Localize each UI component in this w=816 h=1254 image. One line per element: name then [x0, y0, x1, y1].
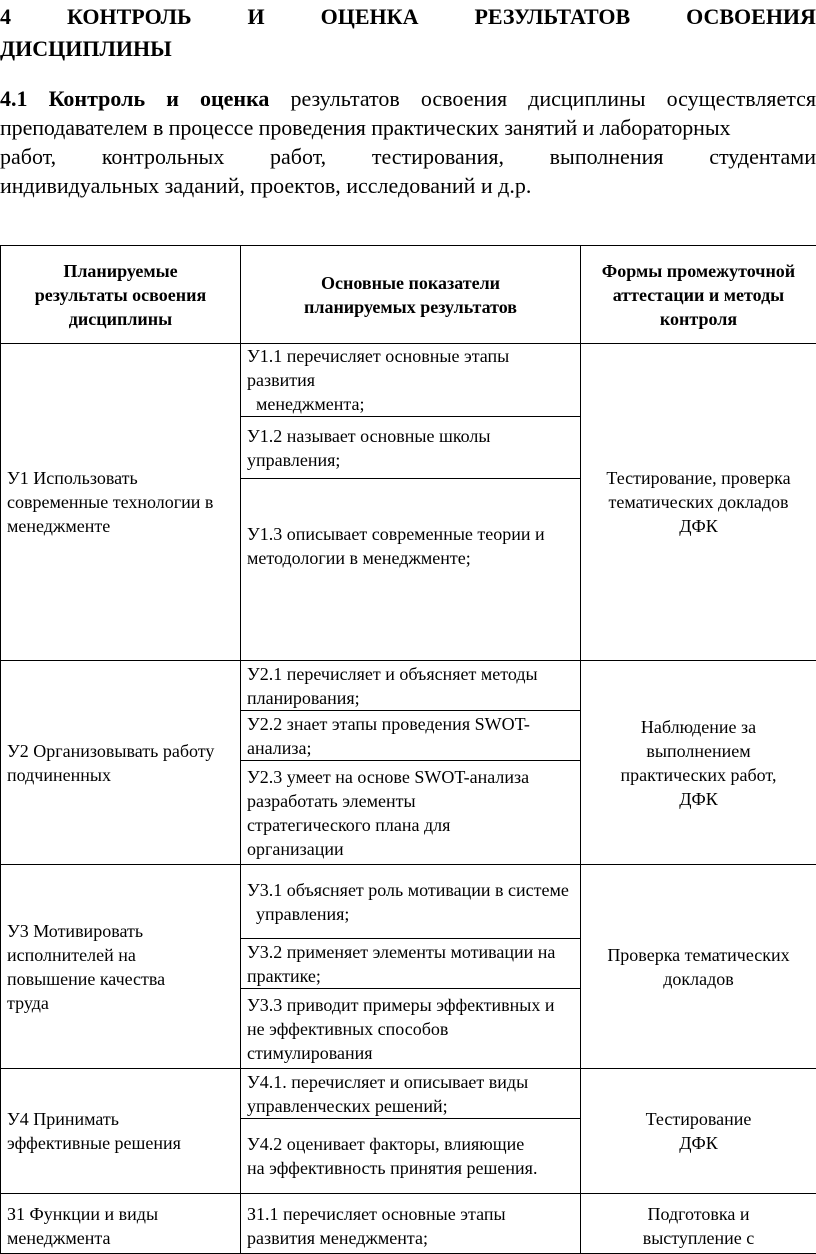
header-indicators: Основные показатели планируемых результатов — [241, 246, 581, 344]
intro-word: результатов — [291, 84, 400, 113]
indicator-cell: У3.1 объясняет роль мотивации в системе управления; — [241, 865, 581, 939]
indicator-cell: У1.2 называет основные школы управления; — [241, 417, 581, 479]
table-row — [1, 1194, 816, 1254]
intro-word: выполнения — [550, 142, 664, 171]
indicator-cell: У4.2 оценивает факторы, влияющие на эффективность принятия решения. — [241, 1119, 581, 1194]
indicator-cell: У2.3 умеет на основе SWOT-анализа разработать элементы стратегического плана для организации — [241, 761, 581, 865]
intro-word: студентами — [709, 142, 816, 171]
table-row — [1, 865, 816, 939]
heading-word: КОНТРОЛЬ — [67, 1, 192, 33]
control-form-cell: Подготовка и выступление с — [581, 1194, 816, 1254]
control-form-cell: Тестирование ДФК — [581, 1069, 816, 1194]
header-planned-results: Планируемые результаты освоения дисциплины — [1, 246, 241, 344]
indicator-cell: У1.3 описывает современные теории и методологии в менеджменте; — [241, 479, 581, 661]
intro-line-4: индивидуальных заданий, проектов, исследований и д.р. — [0, 171, 816, 200]
result-cell: У2 Организовывать работу подчиненных — [1, 661, 241, 865]
indicator-cell: У2.2 знает этапы проведения SWOT- анализа; — [241, 711, 581, 761]
result-cell: У3 Мотивировать исполнителей на повышение качества труда — [1, 865, 241, 1069]
indicator-cell: У4.1. перечисляет и описывает виды управленческих решений; — [241, 1069, 581, 1119]
heading-word: ОСВОЕНИЯ — [686, 1, 816, 33]
intro-bold-word: 4.1 — [0, 84, 28, 113]
heading-word: 4 — [0, 1, 11, 33]
indicator-cell: У1.1 перечисляет основные этапы развития менеджмента; — [241, 344, 581, 417]
results-table — [0, 245, 816, 1254]
indicator-cell: У2.1 перечисляет и объясняет методы планирования; — [241, 661, 581, 711]
intro-word: освоения — [421, 84, 507, 113]
control-form-cell: Тестирование, проверка тематических докладов ДФК — [581, 344, 816, 661]
intro-bold-word: оценка — [200, 84, 269, 113]
indicator-cell: У3.3 приводит примеры эффективных и не эффективных способов стимулирования — [241, 989, 581, 1069]
table-row — [1, 344, 816, 417]
result-cell: У4 Принимать эффективные решения — [1, 1069, 241, 1194]
result-cell: У1 Использовать современные технологии в менеджменте — [1, 344, 241, 661]
intro-bold-word: и — [166, 84, 179, 113]
control-form-cell: Наблюдение за выполнением практических работ, ДФК — [581, 661, 816, 865]
intro-word: тестирования, — [372, 142, 504, 171]
indicator-cell: У3.2 применяет элементы мотивации на практике; — [241, 939, 581, 989]
intro-word: осуществляется — [667, 84, 816, 113]
intro-bold-word: Контроль — [49, 84, 146, 113]
intro-word: контрольных — [102, 142, 225, 171]
indicator-cell: З1.1 перечисляет основные этапы развития менеджмента; — [241, 1194, 581, 1254]
heading-word: И — [248, 1, 265, 33]
header-control-forms: Формы промежуточной аттестации и методы контроля — [581, 246, 816, 344]
heading-line-2: ДИСЦИПЛИНЫ — [0, 33, 816, 65]
section-heading — [0, 1, 816, 65]
table-row — [1, 661, 816, 711]
intro-paragraph — [0, 84, 816, 200]
heading-word: ОЦЕНКА — [321, 1, 419, 33]
intro-line-2: преподавателем в процессе проведения практических занятий и лабораторных — [0, 113, 816, 142]
intro-word: работ, — [270, 142, 326, 171]
heading-word: РЕЗУЛЬТАТОВ — [474, 1, 630, 33]
result-cell: З1 Функции и виды менеджмента — [1, 1194, 241, 1254]
intro-word: дисциплины — [528, 84, 645, 113]
table-row — [1, 1069, 816, 1119]
control-form-cell: Проверка тематических докладов — [581, 865, 816, 1069]
intro-word: работ, — [0, 142, 56, 171]
table-header-row — [1, 246, 816, 344]
